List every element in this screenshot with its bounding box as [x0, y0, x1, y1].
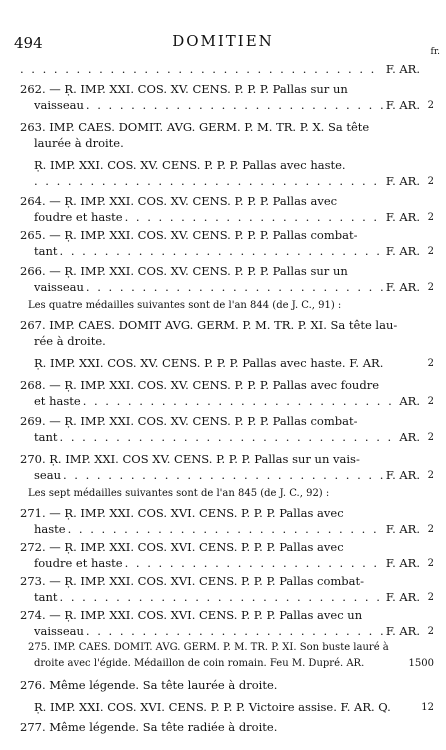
price: 2	[427, 470, 434, 481]
price: 1500	[408, 658, 434, 669]
text-line: tant AR. . . .	[34, 428, 420, 447]
text-line: foudre et haste F. AR. . . .	[34, 554, 420, 573]
price: 2	[427, 176, 434, 187]
price: 2	[427, 282, 434, 293]
text-line: Ṛ. IMP. XXI. COS. XVI. CENS. P. P. P. Victoire assise. F. AR. Q.	[34, 700, 391, 714]
running-head: DOMITIEN	[172, 32, 274, 50]
text-line: 272. — Ṛ. IMP. XXI. COS. XVI. CENS. P. P. P. Pallas avec	[20, 540, 344, 554]
text-line: F. AR. . . .	[34, 172, 420, 191]
text-line: vaisseau F. AR. . . .	[34, 96, 420, 115]
text-line: 277. Même légende. Sa tête radiée à droite.	[20, 720, 278, 734]
text-line: foudre et haste F. AR. . . .	[34, 208, 420, 227]
price: 12	[421, 702, 434, 713]
text-line: 265. — Ṛ. IMP. XXI. COS. XV. CENS. P. P. P. Pallas combat-	[20, 228, 358, 242]
price: 2	[427, 246, 434, 257]
price: 2	[427, 100, 434, 111]
text-line: 269. — Ṛ. IMP. XXI. COS. XV. CENS. P. P. P. Pallas combat-	[20, 414, 358, 428]
text-line: 275. IMP. CAES. DOMIT. AVG. GERM. P. M. TR. P. XI. Son buste lauré à	[28, 642, 389, 653]
text-line: Ṛ. IMP. XXI. COS. XV. CENS. P. P. P. Pallas avec haste.	[34, 158, 346, 172]
text-line: 270. Ṛ. IMP. XXI. COS XV. CENS. P. P. P. Pallas sur un vais-	[20, 452, 360, 466]
text-line: et haste AR. . . .	[34, 392, 420, 411]
price: 2	[427, 432, 434, 443]
text-line: haste F. AR. . . .	[34, 520, 420, 539]
text-line: 276. Même légende. Sa tête laurée à droite.	[20, 678, 278, 692]
text-line: 262. — Ṛ. IMP. XXI. COS. XV. CENS. P. P. P. Pallas sur un	[20, 82, 348, 96]
price: 2	[427, 626, 434, 637]
text-line: 264. — Ṛ. IMP. XXI. COS. XV. CENS. P. P. P. Pallas avec	[20, 194, 338, 208]
text-line: vaisseau F. AR. . . .	[34, 622, 420, 641]
text-line: 266. — Ṛ. IMP. XXI. COS. XV. CENS. P. P. P. Pallas sur un	[20, 264, 348, 278]
price-column-label: fr.	[430, 47, 440, 57]
text-line: 268. — Ṛ. IMP. XXI. COS. XV. CENS. P. P. P. Pallas avec foudre	[20, 378, 379, 392]
text-line: 263. IMP. CAES. DOMIT. AVG. GERM. P. M. TR. P. X. Sa tête	[20, 120, 370, 134]
text-line: laurée à droite.	[34, 136, 124, 150]
text-line: vaisseau F. AR. . . .	[34, 278, 420, 297]
text-line: F. AR. . . .	[20, 60, 420, 79]
price: 2	[427, 558, 434, 569]
text-line: seau F. AR. . . .	[34, 466, 420, 485]
text-line: 274. — Ṛ. IMP. XXI. COS. XVI. CENS. P. P. P. Pallas avec un	[20, 608, 363, 622]
section-note: Les quatre médailles suivantes sont de l'an 844 (de J. C., 91) :	[28, 300, 342, 311]
text-line: tant F. AR. . . .	[34, 242, 420, 261]
page-number: 494	[14, 34, 43, 52]
price: 2	[427, 212, 434, 223]
text-line: 271. — Ṛ. IMP. XXI. COS. XVI. CENS. P. P. P. Pallas avec	[20, 506, 344, 520]
text-line: Ṛ. IMP. XXI. COS. XV. CENS. P. P. P. Pallas avec haste. F. AR.	[34, 356, 384, 370]
text-line: droite avec l'égide. Médaillon de coin romain. Feu M. Dupré. AR.	[34, 658, 365, 669]
price: 2	[427, 396, 434, 407]
price: 2	[427, 592, 434, 603]
section-note: Les sept médailles suivantes sont de l'an 845 (de J. C., 92) :	[28, 488, 330, 499]
text-line: tant F. AR. . . .	[34, 588, 420, 607]
text-line: 267. IMP. CAES. DOMIT AVG. GERM. P. M. TR. P. XI. Sa tête lau-	[20, 318, 398, 332]
text-line: 273. — Ṛ. IMP. XXI. COS. XVI. CENS. P. P. P. Pallas combat-	[20, 574, 365, 588]
text-line: rée à droite.	[34, 334, 106, 348]
price: 2	[427, 524, 434, 535]
price: 2	[427, 358, 434, 369]
